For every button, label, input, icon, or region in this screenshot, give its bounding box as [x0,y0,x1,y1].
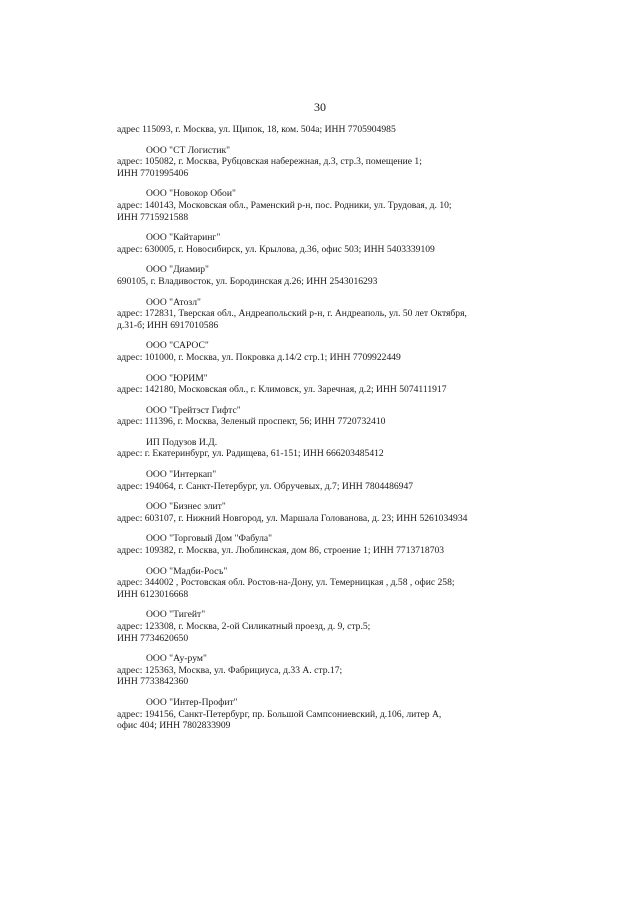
page-number: 30 [314,100,326,114]
address-line: адрес: г. Екатеринбург, ул. Радищева, 61-151; ИНН 666203485412 [117,448,384,460]
address-line: адрес: 172831, Тверская обл., Андреапольский р-н, г. Андреаполь, ул. 50 лет Октября, [117,308,467,320]
company-entry [117,501,517,524]
company-name: ООО "Диамир" [146,264,209,276]
company-entry [117,264,517,287]
company-list [117,124,517,732]
company-entry [117,609,517,644]
company-name: ООО "Ау-рум" [146,653,207,665]
address-line: адрес: 142180, Московская обл., г. Климовск, ул. Заречная, д.2; ИНН 5074111917 [117,384,447,396]
address-line: офис 404; ИНН 7802833909 [117,720,231,732]
company-entry [117,566,517,601]
address-line: ИНН 7715921588 [117,211,189,223]
address-line: ИНН 7734620650 [117,632,189,644]
address-line: д.31-б; ИНН 6917010586 [117,319,219,331]
address-line: адрес: 125363, Москва, ул. Фабрициуса, д.33 А. стр.17; [117,664,343,676]
entries-container [117,145,517,732]
address-line: ИНН 7701995406 [117,167,189,179]
company-name: ООО "Атозл" [146,296,201,308]
address-line: 690105, г. Владивосток, ул. Бородинская д.26; ИНН 2543016293 [117,275,378,287]
company-entry [117,297,517,332]
company-name: ООО "Интер-Профит" [146,696,238,708]
company-entry [117,188,517,223]
company-name: ООО "Мадби-Росъ" [146,565,228,577]
company-name: ООО "Торговый Дом "Фабула" [146,533,273,545]
address-line: адрес: 140143, Московская обл., Раменский р-н, пос. Родники, ул. Трудовая, д. 10; [117,199,452,211]
company-name: ООО "Бизнес элит" [146,501,226,513]
company-name: ООО "Интеркап" [146,469,217,481]
address-line: адрес 115093, г. Москва, ул. Щипок, 18, ком. 504а; ИНН 7705904985 [117,124,396,135]
company-name: ООО "СТ Логистик" [146,144,231,156]
address-line: ИНН 7733842360 [117,676,189,688]
company-entry [117,373,517,396]
company-entry [117,405,517,428]
company-entry [117,437,517,460]
address-line: ИНН 6123016668 [117,588,189,600]
address-line: адрес: 630005, г. Новосибирск, ул. Крылова, д.36, офис 503; ИНН 5403339109 [117,243,435,255]
company-name: ООО "Кайтаринг" [146,232,221,244]
company-name: ИП Подузов И.Д. [146,436,218,448]
company-entry [117,469,517,492]
company-entry [117,653,517,688]
company-name: ООО "Новокор Обои" [146,188,236,200]
address-line: адрес: 344002 , Ростовская обл. Ростов-на-Дону, ул. Темерницкая , д.58 , офис 258; [117,577,455,589]
company-entry [117,533,517,556]
address-line: адрес: 101000, г. Москва, ул. Покровка д.14/2 стр.1; ИНН 7709922449 [117,351,401,363]
company-name: ООО "САРОС" [146,340,209,352]
address-line: адрес: 123308, г. Москва, 2-ой Силикатный проезд, д. 9, стр.5; [117,621,371,632]
company-name: ООО "ЮРИМ" [146,372,208,384]
address-line: адрес: 109382, г. Москва, ул. Люблинская, дом 86, строение 1; ИНН 7713718703 [117,545,445,557]
company-entry [117,697,517,732]
company-entry [117,145,517,180]
address-line: адрес: 111396, г. Москва, Зеленый проспект, 56; ИНН 7720732410 [117,416,386,428]
company-name: ООО "Грейтэст Гифтс" [146,404,241,416]
address-line: адрес: 194156, Санкт-Петербург, пр. Большой Сампсониевский, д.106, литер А, [117,708,442,720]
company-entry [117,340,517,363]
address-line: адрес: 105082, г. Москва, Рубцовская набережная, д.3, стр.3, помещение 1; [117,156,422,168]
company-entry [117,232,517,255]
address-line: адрес: 194064, г. Санкт-Петербург, ул. Обручевых, д.7; ИНН 7804486947 [117,480,414,492]
company-name: ООО "Тигейт" [146,609,206,621]
address-line: адрес: 603107, г. Нижний Новгород, ул. Маршала Голованова, д. 23; ИНН 5261034934 [117,512,468,524]
